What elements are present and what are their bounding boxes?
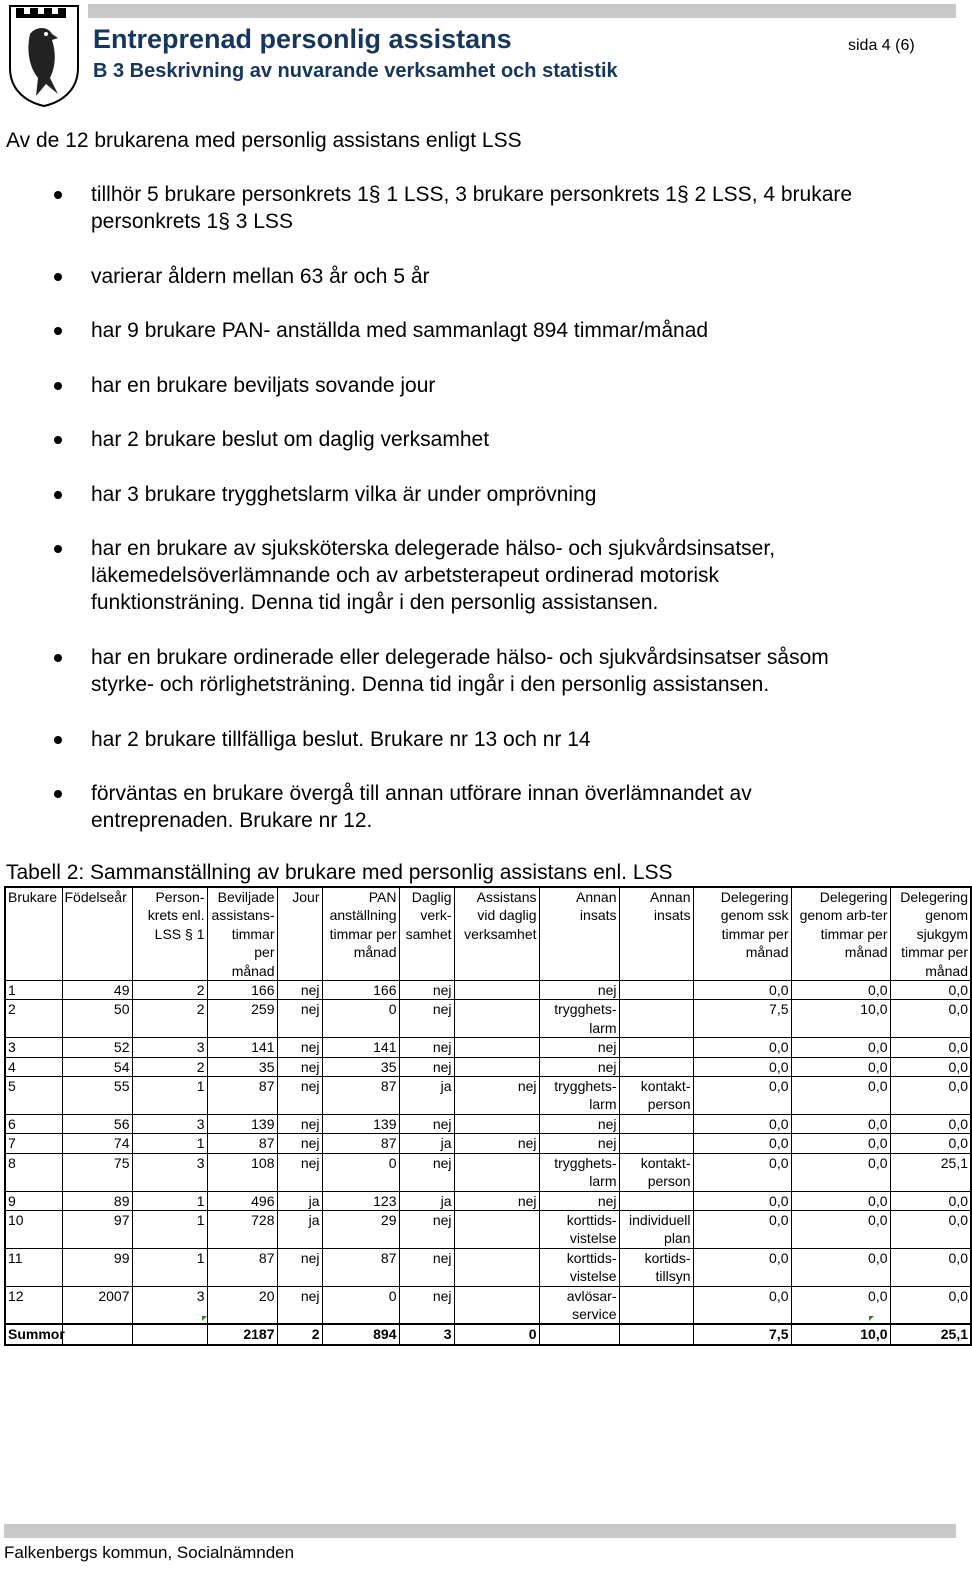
table-cell: 0,0 bbox=[791, 981, 890, 1000]
table-cell: ja bbox=[399, 1191, 454, 1210]
table-cell bbox=[619, 1114, 693, 1133]
table-cell: kontakt- person bbox=[619, 1153, 693, 1191]
table-cell: 139 bbox=[322, 1114, 399, 1133]
table-cell: 0,0 bbox=[890, 1077, 971, 1115]
table-cell: 10,0 bbox=[791, 1324, 890, 1344]
table-cell: nej bbox=[539, 1057, 619, 1076]
bullet-text: har en brukare av sjuksköterska delegerade hälso- och sjukvårdsinsatser, läkemedelsöverlämnande och av arbetsterapeut ordinerad motorisk funktionsträning. Denna tid ingår i den personlig assistansen. bbox=[91, 537, 776, 614]
table-cell: 0,0 bbox=[791, 1057, 890, 1076]
table-cell: 0,0 bbox=[890, 1210, 971, 1248]
table-cell: nej bbox=[277, 1057, 322, 1076]
table-cell: 3 bbox=[132, 1114, 207, 1133]
table-cell: 3 bbox=[132, 1286, 207, 1324]
table-cell: korttids- vistelse bbox=[539, 1210, 619, 1248]
document-title: Entreprenad personlig assistans bbox=[93, 24, 512, 54]
table-cell: 0,0 bbox=[693, 1286, 791, 1324]
bullet-icon bbox=[54, 436, 62, 444]
table-cell: 2 bbox=[5, 1000, 62, 1038]
table-cell: 0,0 bbox=[693, 1210, 791, 1248]
footer-text: Falkenbergs kommun, Socialnämnden bbox=[4, 1543, 295, 1562]
table-cell: 166 bbox=[322, 981, 399, 1000]
table-cell: 141 bbox=[322, 1038, 399, 1057]
column-header: Assistans vid daglig verksamhet bbox=[454, 887, 539, 981]
table-cell: nej bbox=[539, 1134, 619, 1153]
table-cell: 6 bbox=[5, 1114, 62, 1133]
table-cell: 10,0 bbox=[791, 1000, 890, 1038]
bullet-icon bbox=[54, 491, 62, 499]
table-cell: 12 bbox=[5, 1286, 62, 1324]
table-cell: 5 bbox=[5, 1077, 62, 1115]
table-cell: nej bbox=[539, 1191, 619, 1210]
column-header: Daglig verk- samhet bbox=[399, 887, 454, 981]
table-cell: 1 bbox=[132, 1134, 207, 1153]
bullet-text: har en brukare ordinerade eller delegerade hälso- och sjukvårdsinsatser såsom styrke- och rörlighetsträning. Denna tid ingår i den personlig assistansen. bbox=[91, 646, 829, 696]
bullet-icon bbox=[54, 382, 62, 390]
table-cell: 75 bbox=[62, 1153, 132, 1191]
column-header: Delegering genom ssk timmar per månad bbox=[693, 887, 791, 981]
table-cell: 55 bbox=[62, 1077, 132, 1115]
table-cell: 0,0 bbox=[693, 1248, 791, 1286]
table-row bbox=[5, 1057, 971, 1076]
table-row bbox=[5, 1286, 971, 1324]
intro-text: Av de 12 brukarena med personlig assistans enligt LSS bbox=[6, 129, 522, 152]
table-cell: ja bbox=[399, 1134, 454, 1153]
table-cell: 2 bbox=[132, 1000, 207, 1038]
table-cell: 35 bbox=[207, 1057, 277, 1076]
municipal-crest-logo bbox=[6, 4, 82, 108]
table-cell: 2187 bbox=[207, 1324, 277, 1344]
bullet-text: varierar åldern mellan 63 år och 5 år bbox=[91, 265, 430, 288]
table-cell: 4 bbox=[5, 1057, 62, 1076]
table-cell: nej bbox=[454, 1077, 539, 1115]
bullet-text: har 2 brukare beslut om daglig verksamhet bbox=[91, 428, 490, 451]
table-cell: 52 bbox=[62, 1038, 132, 1057]
table-cell: 2 bbox=[277, 1324, 322, 1344]
table-cell: nej bbox=[277, 1248, 322, 1286]
table-cell: nej bbox=[454, 1134, 539, 1153]
table-cell: 25,1 bbox=[890, 1153, 971, 1191]
table-cell: 3 bbox=[132, 1153, 207, 1191]
table-cell: 0 bbox=[322, 1153, 399, 1191]
table-cell: 0,0 bbox=[890, 1191, 971, 1210]
table-cell: 0,0 bbox=[693, 1057, 791, 1076]
table-cell: 0 bbox=[322, 1286, 399, 1324]
table-cell: 0 bbox=[322, 1000, 399, 1038]
table-cell bbox=[619, 1000, 693, 1038]
table-cell: trygghets- larm bbox=[539, 1153, 619, 1191]
table-cell: 50 bbox=[62, 1000, 132, 1038]
table-cell: nej bbox=[277, 981, 322, 1000]
table-cell bbox=[454, 1286, 539, 1324]
table-cell bbox=[619, 1134, 693, 1153]
table-row bbox=[5, 1000, 971, 1038]
table-cell: 3 bbox=[132, 1038, 207, 1057]
table-cell: 0,0 bbox=[890, 1114, 971, 1133]
table-cell: korttids- vistelse bbox=[539, 1248, 619, 1286]
table-cell: 0,0 bbox=[791, 1191, 890, 1210]
bullet-text: har 3 brukare trygghetslarm vilka är under omprövning bbox=[91, 483, 597, 506]
table-cell: 87 bbox=[207, 1077, 277, 1115]
table-header-row bbox=[5, 887, 971, 981]
table-cell: 9 bbox=[5, 1191, 62, 1210]
table-cell: nej bbox=[277, 1134, 322, 1153]
table-cell: 1 bbox=[132, 1248, 207, 1286]
table-cell: 7,5 bbox=[693, 1324, 791, 1344]
table-cell bbox=[619, 1324, 693, 1344]
table-cell: 894 bbox=[322, 1324, 399, 1344]
table-cell: 0,0 bbox=[791, 1153, 890, 1191]
table-cell: 7,5 bbox=[693, 1000, 791, 1038]
table-cell: nej bbox=[399, 1000, 454, 1038]
table-cell: 728 bbox=[207, 1210, 277, 1248]
bullet-text: tillhör 5 brukare personkrets 1§ 1 LSS, 3 brukare personkrets 1§ 2 LSS, 4 brukare personkrets 1§ 3 LSS bbox=[91, 183, 853, 233]
table-cell: 74 bbox=[62, 1134, 132, 1153]
table-cell: nej bbox=[399, 1038, 454, 1057]
table-cell: avlösar- service bbox=[539, 1286, 619, 1324]
table-cell: 25,1 bbox=[890, 1324, 971, 1344]
table-cell bbox=[454, 1000, 539, 1038]
bullet-icon bbox=[54, 273, 62, 281]
table-cell: trygghets- larm bbox=[539, 1000, 619, 1038]
table-cell: 0,0 bbox=[791, 1114, 890, 1133]
table-cell: 141 bbox=[207, 1038, 277, 1057]
table-cell bbox=[619, 1191, 693, 1210]
table-cell: 87 bbox=[322, 1077, 399, 1115]
table-row bbox=[5, 1210, 971, 1248]
table-cell bbox=[619, 1286, 693, 1324]
table-cell: 108 bbox=[207, 1153, 277, 1191]
table-cell: 0,0 bbox=[693, 1114, 791, 1133]
table-cell: 139 bbox=[207, 1114, 277, 1133]
table-cell bbox=[454, 1057, 539, 1076]
header-bar bbox=[88, 4, 956, 18]
table-cell: 0,0 bbox=[693, 1153, 791, 1191]
table-row bbox=[5, 1114, 971, 1133]
table-cell: 2 bbox=[132, 1057, 207, 1076]
bullet-icon bbox=[54, 191, 62, 199]
table-cell: kontakt- person bbox=[619, 1077, 693, 1115]
table-row bbox=[5, 981, 971, 1000]
table-cell: 0,0 bbox=[693, 1038, 791, 1057]
table-cell: 0,0 bbox=[791, 1038, 890, 1057]
table-cell: 97 bbox=[62, 1210, 132, 1248]
table-cell bbox=[619, 981, 693, 1000]
column-header: Annan insats bbox=[539, 887, 619, 981]
document-subtitle: B 3 Beskrivning av nuvarande verksamhet och statistik bbox=[93, 60, 618, 82]
comment-mark-icon bbox=[202, 1316, 207, 1321]
table-cell: nej bbox=[539, 1038, 619, 1057]
table-cell: nej bbox=[399, 1210, 454, 1248]
bullet-icon bbox=[54, 327, 62, 335]
table-row bbox=[5, 1038, 971, 1057]
table-cell: 0,0 bbox=[693, 1077, 791, 1115]
table-cell: 0,0 bbox=[890, 981, 971, 1000]
table-cell: 3 bbox=[5, 1038, 62, 1057]
table-row bbox=[5, 1153, 971, 1191]
bullet-text: har en brukare beviljats sovande jour bbox=[91, 374, 436, 397]
table-cell: 2007 bbox=[62, 1286, 132, 1324]
bullet-icon bbox=[54, 790, 62, 798]
comment-mark-icon bbox=[869, 1316, 874, 1321]
table-cell: 49 bbox=[62, 981, 132, 1000]
brukare-table bbox=[4, 886, 972, 1346]
table-cell: nej bbox=[454, 1191, 539, 1210]
table-cell: 0,0 bbox=[693, 981, 791, 1000]
table-cell: 7 bbox=[5, 1134, 62, 1153]
table-row bbox=[5, 1248, 971, 1286]
table-cell: nej bbox=[277, 1038, 322, 1057]
table-cell: 29 bbox=[322, 1210, 399, 1248]
table-cell: nej bbox=[399, 981, 454, 1000]
table-cell: 35 bbox=[322, 1057, 399, 1076]
table-cell: 0,0 bbox=[890, 1286, 971, 1324]
table-cell: 0,0 bbox=[791, 1210, 890, 1248]
table-cell: 496 bbox=[207, 1191, 277, 1210]
table-cell bbox=[454, 1038, 539, 1057]
table-cell bbox=[454, 1114, 539, 1133]
column-header: PAN anställning timmar per månad bbox=[322, 887, 399, 981]
table-cell bbox=[454, 1210, 539, 1248]
table-cell: 87 bbox=[322, 1134, 399, 1153]
table-cell: 0,0 bbox=[890, 1134, 971, 1153]
table-cell: 0,0 bbox=[791, 1077, 890, 1115]
table-cell: 8 bbox=[5, 1153, 62, 1191]
column-header: Delegering genom sjukgym timmar per månad bbox=[890, 887, 971, 981]
table-cell: 0,0 bbox=[791, 1248, 890, 1286]
table-cell: nej bbox=[399, 1057, 454, 1076]
bullet-text: har 9 brukare PAN- anställda med sammanlagt 894 timmar/månad bbox=[91, 319, 709, 342]
table-cell: 1 bbox=[5, 981, 62, 1000]
table-cell: nej bbox=[399, 1114, 454, 1133]
table-cell: 1 bbox=[132, 1077, 207, 1115]
table-cell: nej bbox=[399, 1153, 454, 1191]
table-cell: nej bbox=[277, 1077, 322, 1115]
table-cell: 2 bbox=[132, 981, 207, 1000]
table-cell: 0,0 bbox=[791, 1134, 890, 1153]
table-cell: ja bbox=[277, 1210, 322, 1248]
column-header: Födelseår bbox=[62, 887, 132, 981]
table-row bbox=[5, 1191, 971, 1210]
table-cell: 1 bbox=[132, 1210, 207, 1248]
table-cell bbox=[619, 1057, 693, 1076]
table-cell: nej bbox=[277, 1286, 322, 1324]
bullet-icon bbox=[54, 736, 62, 744]
table-cell: nej bbox=[539, 1114, 619, 1133]
table-row bbox=[5, 1077, 971, 1115]
table-cell: 0,0 bbox=[890, 1248, 971, 1286]
bullet-icon bbox=[54, 545, 62, 553]
table-cell: nej bbox=[277, 1114, 322, 1133]
table-cell: 0 bbox=[454, 1324, 539, 1344]
table-cell: 10 bbox=[5, 1210, 62, 1248]
column-header: Delegering genom arb-ter timmar per månad bbox=[791, 887, 890, 981]
table-cell: kortids- tillsyn bbox=[619, 1248, 693, 1286]
table-cell: 166 bbox=[207, 981, 277, 1000]
table-cell bbox=[62, 1324, 132, 1344]
table-cell: 87 bbox=[322, 1248, 399, 1286]
page-number: sida 4 (6) bbox=[848, 37, 915, 54]
footer-bar bbox=[4, 1524, 956, 1538]
table-cell: 1 bbox=[132, 1191, 207, 1210]
table-cell: 3 bbox=[399, 1324, 454, 1344]
table-cell: individuell plan bbox=[619, 1210, 693, 1248]
table-cell: 87 bbox=[207, 1248, 277, 1286]
table-cell: 54 bbox=[62, 1057, 132, 1076]
table-cell: 123 bbox=[322, 1191, 399, 1210]
table-cell: 0,0 bbox=[791, 1286, 890, 1324]
table-cell: 0,0 bbox=[693, 1134, 791, 1153]
table-cell: 0,0 bbox=[890, 1057, 971, 1076]
table-cell: 11 bbox=[5, 1248, 62, 1286]
table-cell: nej bbox=[399, 1286, 454, 1324]
column-header: Annan insats bbox=[619, 887, 693, 981]
table-cell bbox=[454, 1153, 539, 1191]
table-cell: nej bbox=[399, 1248, 454, 1286]
table-cell: 0,0 bbox=[890, 1000, 971, 1038]
table-cell: 20 bbox=[207, 1286, 277, 1324]
table-cell: nej bbox=[277, 1153, 322, 1191]
table-cell: nej bbox=[539, 981, 619, 1000]
column-header: Beviljade assistans- timmar per månad bbox=[207, 887, 277, 981]
column-header: Brukare bbox=[5, 887, 62, 981]
table-cell bbox=[454, 981, 539, 1000]
column-header: Person- krets enl. LSS § 1 bbox=[132, 887, 207, 981]
table-cell: Summor bbox=[5, 1324, 62, 1344]
table-cell: 87 bbox=[207, 1134, 277, 1153]
table-cell bbox=[132, 1324, 207, 1344]
table-cell: 56 bbox=[62, 1114, 132, 1133]
table-cell: 89 bbox=[62, 1191, 132, 1210]
table-cell: 259 bbox=[207, 1000, 277, 1038]
table-cell: 0,0 bbox=[693, 1191, 791, 1210]
bullet-text: förväntas en brukare övergå till annan utförare innan överlämnandet av entreprenaden. Brukare nr 12. bbox=[91, 782, 752, 832]
table-cell: ja bbox=[399, 1077, 454, 1115]
table-cell: 99 bbox=[62, 1248, 132, 1286]
table-cell bbox=[619, 1038, 693, 1057]
bullet-text: har 2 brukare tillfälliga beslut. Brukare nr 13 och nr 14 bbox=[91, 728, 591, 751]
column-header: Jour bbox=[277, 887, 322, 981]
table-cell bbox=[539, 1324, 619, 1344]
table-cell bbox=[454, 1248, 539, 1286]
table-caption: Tabell 2: Sammanställning av brukare med personlig assistans enl. LSS bbox=[6, 861, 673, 884]
table-cell: trygghets- larm bbox=[539, 1077, 619, 1115]
table-cell: nej bbox=[277, 1000, 322, 1038]
summary-row bbox=[5, 1324, 971, 1344]
bullet-icon bbox=[54, 654, 62, 662]
table-row bbox=[5, 1134, 971, 1153]
table-cell: 0,0 bbox=[890, 1038, 971, 1057]
table-cell: ja bbox=[277, 1191, 322, 1210]
